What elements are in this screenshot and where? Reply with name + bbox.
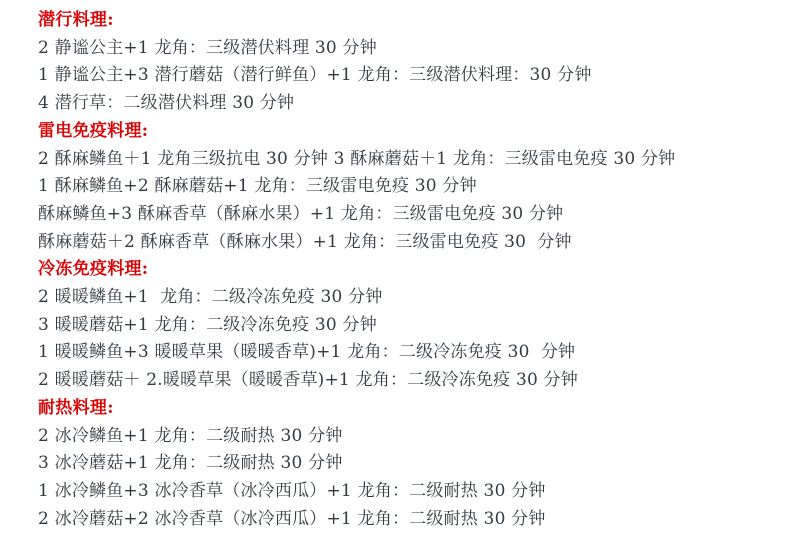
recipe-line: 2 暖暖鳞鱼+1 龙角：二级冷冻免疫 30 分钟 — [38, 287, 383, 308]
recipe-line: 2 静谧公主+1 龙角：三级潜伏料理 30 分钟 — [38, 37, 377, 58]
recipe-line: 2 酥麻鳞鱼＋1 龙角三级抗电 30 分钟 3 酥麻蘑菇＋1 龙角：三级雷电免疫 30 分钟 — [38, 148, 676, 169]
recipe-line: 3 冰冷蘑菇+1 龙角：二级耐热 30 分钟 — [38, 453, 343, 474]
recipe-section — [38, 395, 776, 533]
recipe-section — [38, 118, 776, 257]
recipe-line: 酥麻鳞鱼+3 酥麻香草（酥麻水果）+1 龙角：三级雷电免疫 30 分钟 — [38, 203, 564, 224]
section-title: 耐热料理: — [38, 397, 114, 418]
recipe-line: 1 静谧公主+3 潜行蘑菇（潜行鲜鱼）+1 龙角：三级潜伏料理：30 分钟 — [38, 65, 592, 86]
section-title: 雷电免疫料理: — [38, 120, 149, 141]
section-title: 潜行料理: — [38, 10, 114, 30]
recipe-line: 2 冰冷蘑菇+2 冰冷香草（冰冷西瓜）+1 龙角：二级耐热 30 分钟 — [38, 508, 546, 529]
recipe-line: 2 暖暖蘑菇＋ 2.暖暖草果（暖暖香草)+1 龙角：二级冷冻免疫 30 分钟 — [38, 370, 578, 391]
section-title: 冷冻免疫料理: — [38, 259, 149, 280]
recipe-line: 2 冰冷鳞鱼+1 龙角：二级耐热 30 分钟 — [38, 425, 343, 446]
recipe-section — [38, 7, 776, 118]
recipe-line: 1 冰冷鳞鱼+3 冰冷香草（冰冷西瓜）+1 龙角：二级耐热 30 分钟 — [38, 480, 546, 501]
recipe-section — [38, 256, 776, 395]
recipe-line: 4 潜行草：二级潜伏料理 30 分钟 — [38, 93, 295, 114]
recipe-line: 1 暖暖鳞鱼+3 暖暖草果（暖暖香草)+1 龙角：二级冷冻免疫 30 分钟 — [38, 342, 576, 363]
recipe-line: 3 暖暖蘑菇+1 龙角：二级冷冻免疫 30 分钟 — [38, 314, 377, 335]
recipe-line: 1 酥麻鳞鱼+2 酥麻蘑菇+1 龙角：三级雷电免疫 30 分钟 — [38, 176, 477, 197]
recipe-line: 酥麻蘑菇＋2 酥麻香草（酥麻水果）+1 龙角：三级雷电免疫 30 分钟 — [38, 231, 572, 252]
